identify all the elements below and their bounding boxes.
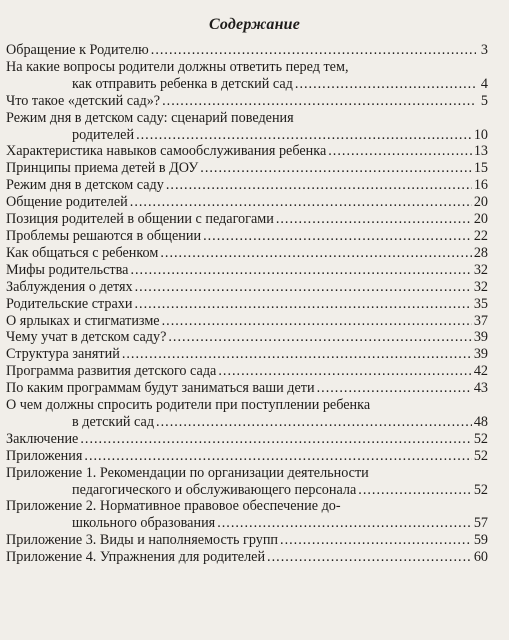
toc-entry-title: Проблемы решаются в общении (6, 227, 202, 244)
toc-page-number: 3 (480, 42, 488, 58)
toc-entry-title: Обращение к Родителю (6, 42, 149, 58)
leader-dots (218, 363, 471, 380)
toc-page-number: 57 (473, 515, 488, 532)
toc-page-number: 32 (473, 261, 488, 278)
leader-dots (151, 42, 476, 59)
leader-dots (276, 211, 472, 228)
toc-page-number: 52 (473, 430, 488, 447)
leader-dots (168, 329, 471, 346)
toc-entry (6, 532, 488, 549)
toc-entry (6, 346, 488, 363)
toc-entry-title: На какие вопросы родители должны ответить перед тем, (6, 58, 349, 75)
toc-entry-title: О чем должны спросить родители при поступлении ребенка (6, 397, 371, 414)
leader-dots (156, 414, 472, 431)
toc-entry-title: Чему учат в детском саду? (6, 329, 167, 346)
leader-dots (134, 296, 471, 313)
toc-page-number: 10 (473, 126, 488, 143)
toc-entry-title: Родительские страхи (6, 295, 133, 312)
toc-page-number: 39 (473, 329, 488, 346)
toc-title: Содержание (208, 16, 301, 33)
toc-entry (6, 42, 488, 59)
toc-entry-title: Приложение 3. Виды и наполняемость групп (6, 532, 279, 549)
toc-entry-title: Общение родителей (6, 194, 128, 211)
leader-dots (317, 380, 472, 397)
leader-dots (130, 194, 472, 211)
leader-dots (200, 160, 472, 177)
toc-entry-title: Приложение 4. Упражнения для родителей (6, 549, 266, 566)
toc-page-number: 5 (480, 92, 488, 109)
leader-dots (162, 313, 472, 330)
toc-page-number: 42 (473, 363, 488, 380)
table-of-contents (6, 42, 488, 566)
toc-entry (6, 498, 488, 532)
toc-entry (6, 245, 488, 262)
toc-entry-title: Как общаться с ребенком (6, 244, 159, 261)
leader-dots (166, 177, 472, 194)
toc-page-number: 15 (473, 160, 488, 177)
toc-entry-title: Приложение 2. Нормативное правовое обеспечение до- (6, 498, 341, 515)
leader-dots (328, 143, 472, 160)
toc-page-number: 52 (473, 447, 488, 464)
toc-entry (6, 549, 488, 566)
toc-page-number: 20 (473, 194, 488, 211)
toc-entry-title: О ярлыках и стигматизме (6, 312, 160, 329)
toc-entry-title: По каким программам будут заниматься ваши дети (6, 380, 315, 397)
toc-page-number: 48 (473, 413, 488, 430)
toc-page-number: 52 (473, 481, 488, 498)
toc-entry-title: Режим дня в детском саду (6, 177, 164, 194)
leader-dots (160, 245, 471, 262)
toc-entry-title: Заключение (6, 430, 79, 447)
leader-dots (203, 228, 472, 245)
leader-dots (136, 127, 472, 144)
toc-page-number: 39 (473, 346, 488, 363)
toc-entry (6, 431, 488, 448)
toc-entry (6, 177, 488, 194)
toc-entry (6, 363, 488, 380)
toc-page-number: 28 (473, 244, 488, 261)
toc-entry (6, 262, 488, 279)
toc-entry (6, 448, 488, 465)
toc-entry-title-continued: школьного образования (72, 515, 216, 532)
leader-dots (162, 93, 476, 110)
leader-dots (217, 515, 472, 532)
toc-entry-title: Что такое «детский сад»? (6, 92, 161, 109)
toc-entry (6, 59, 488, 93)
toc-entry (6, 313, 488, 330)
toc-page-number: 32 (473, 278, 488, 295)
leader-dots (135, 279, 472, 296)
toc-entry-title: Режим дня в детском саду: сценарий поведения (6, 109, 294, 126)
toc-page-number: 59 (473, 532, 488, 549)
toc-entry-title: Программа развития детского сада (6, 363, 217, 380)
toc-page-number: 22 (473, 227, 488, 244)
leader-dots (280, 532, 472, 549)
toc-page-number: 13 (473, 143, 488, 160)
toc-entry-title: Структура занятий (6, 346, 120, 363)
leader-dots (84, 448, 471, 465)
toc-entry (6, 279, 488, 296)
toc-entry-title: Характеристика навыков самообслуживания ребенка (6, 143, 327, 160)
toc-entry-title: Заблуждения о детях (6, 278, 133, 295)
toc-entry-title: Мифы родительства (6, 261, 129, 278)
leader-dots (358, 482, 472, 499)
leader-dots (295, 76, 476, 93)
toc-entry-title-continued: в детский сад (72, 413, 155, 430)
toc-page-number: 37 (473, 312, 488, 329)
toc-page-number: 35 (473, 295, 488, 312)
toc-entry-title-continued: как отправить ребенка в детский сад (72, 75, 293, 92)
toc-entry (6, 228, 488, 245)
toc-page-number: 16 (473, 177, 488, 194)
toc-entry (6, 110, 488, 144)
toc-entry (6, 329, 488, 346)
toc-page-number: 43 (473, 380, 488, 397)
leader-dots (80, 431, 471, 448)
toc-entry-title: Приложения (6, 447, 83, 464)
toc-entry-title-continued: педагогического и обслуживающего персонала (72, 481, 357, 498)
toc-entry-title: Приложение 1. Рекомендации по организации деятельности (6, 464, 369, 481)
toc-entry-title: Позиция родителей в общении с педагогами (6, 211, 274, 228)
toc-entry (6, 160, 488, 177)
toc-entry (6, 93, 488, 110)
toc-page-number: 4 (480, 75, 488, 92)
toc-entry (6, 194, 488, 211)
toc-entry (6, 296, 488, 313)
leader-dots (122, 346, 472, 363)
toc-entry (6, 397, 488, 431)
leader-dots (130, 262, 471, 279)
leader-dots (267, 549, 472, 566)
toc-entry-title-continued: родителей (72, 126, 135, 143)
toc-page-number: 60 (473, 549, 488, 566)
toc-entry-title: Принципы приема детей в ДОУ (6, 160, 199, 177)
toc-entry (6, 143, 488, 160)
toc-entry (6, 211, 488, 228)
toc-page-number: 20 (473, 211, 488, 228)
toc-entry (6, 380, 488, 397)
toc-entry (6, 465, 488, 499)
